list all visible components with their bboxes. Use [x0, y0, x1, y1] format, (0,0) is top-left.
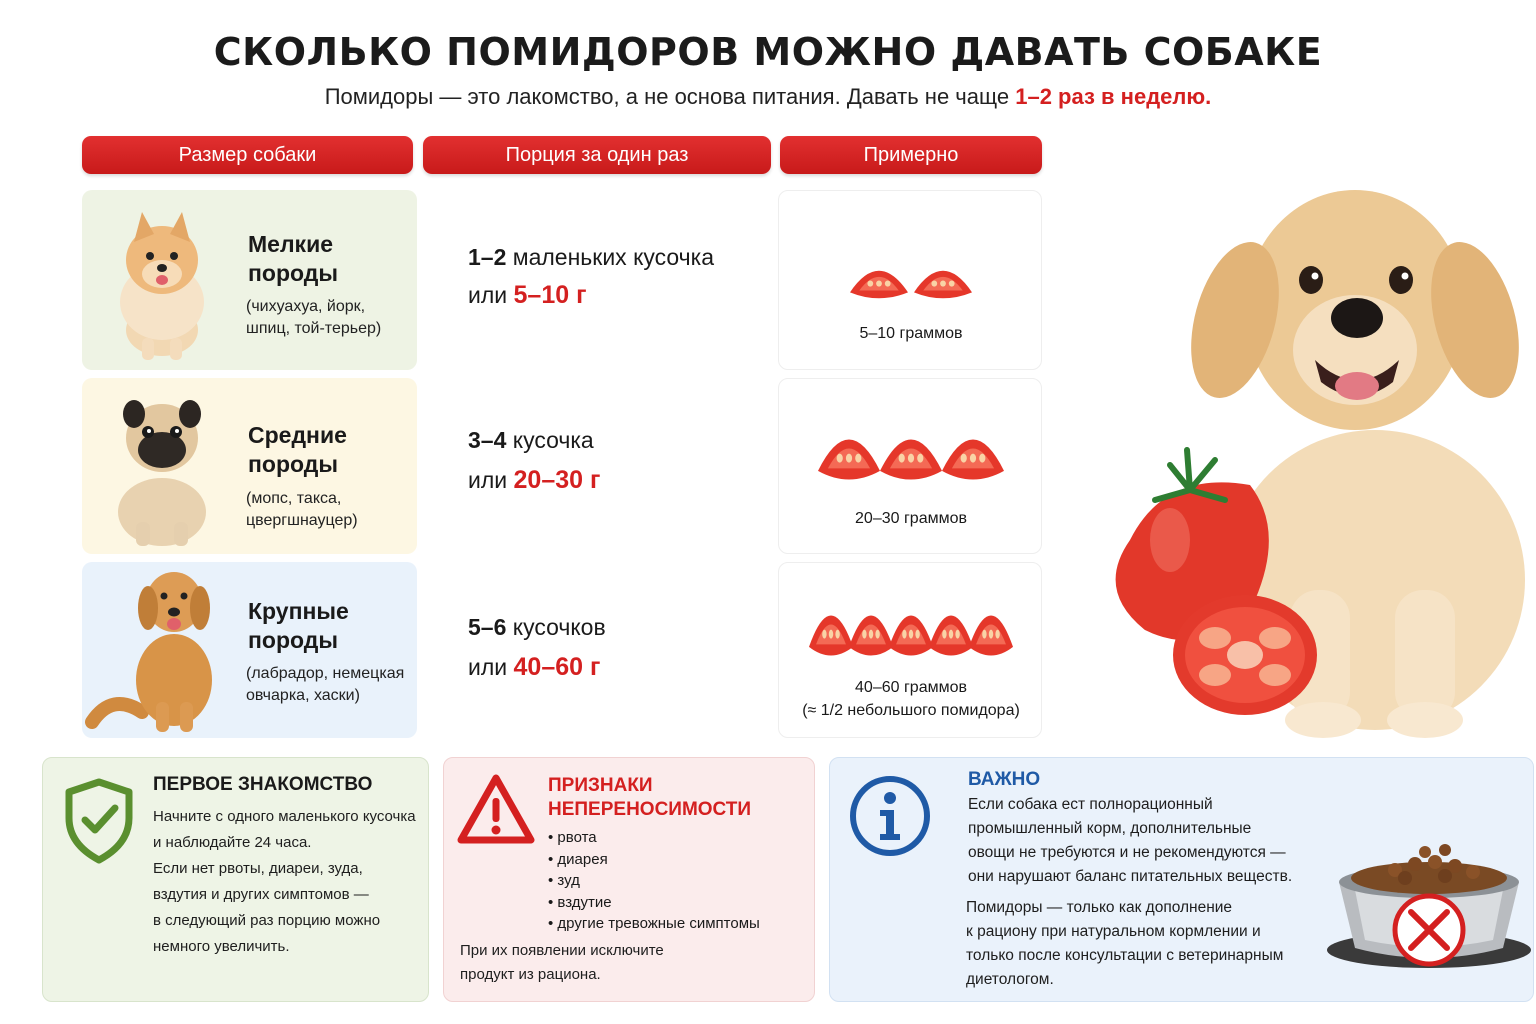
tomato-slices-small: [779, 245, 1043, 315]
approx-grams-medium: 20–30 граммов: [855, 510, 967, 527]
tomato-wedge: [914, 271, 972, 299]
approx-grams-small: 5–10 граммов: [859, 325, 963, 342]
portion-grams-large: или 40–60 г: [468, 653, 601, 681]
row-small-approx: [778, 190, 1042, 370]
row-medium-size: [82, 378, 417, 554]
tomato-wedge: [942, 440, 1004, 480]
row-small-portion: [420, 190, 772, 370]
pug-image: [92, 386, 232, 550]
list-item: • диарея: [548, 849, 760, 871]
list-item: • вздутие: [548, 892, 760, 914]
important-box: [829, 757, 1534, 1002]
size-title-large: Крупные породы: [248, 598, 349, 653]
pomeranian-image: [92, 198, 232, 364]
size-examples-medium: (мопс, такса, цвергшнауцер): [246, 490, 358, 529]
intolerance-signs-list: [548, 827, 760, 935]
tomato-wedge: [969, 616, 1013, 656]
first-acquaintance-text: Начните с одного маленького кусочка и наблюдайте 24 часа. Если нет рвоты, диареи, зуда, вздутия и других симптомов — в следующий раз порцию можно немного увеличить.: [153, 808, 416, 955]
portion-grams-small: или 5–10 г: [468, 281, 587, 309]
first-acquaintance-title: ПЕРВОЕ ЗНАКОМСТВО: [153, 774, 373, 795]
tomato-slices-large: [779, 591, 1043, 667]
approx-grams-large: 40–60 граммов (≈ 1/2 небольшого помидора): [802, 679, 1020, 719]
intolerance-signs-title: ПРИЗНАКИ НЕПЕРЕНОСИМОСТИ: [548, 775, 752, 820]
row-large-size: [82, 562, 417, 738]
food-bowl-crossed-icon: [1325, 840, 1533, 970]
tomato-slices-medium: [779, 411, 1043, 495]
important-text-1: Если собака ест полнорационный промышленный корм, дополнительные овощи не требуются и не рекомендуются — они нарушают баланс питательных веществ.: [968, 796, 1293, 885]
important-title: ВАЖНО: [968, 769, 1041, 790]
tomato-wedge: [850, 271, 908, 299]
portion-grams-medium: или 20–30 г: [468, 466, 601, 494]
list-item: • зуд: [548, 870, 760, 892]
subtitle-text: Помидоры — это лакомство, а не основа питания. Давать не чаще: [324, 84, 1010, 109]
column-header-size: Размер собаки: [82, 136, 413, 174]
tomato-wedge: [809, 616, 853, 656]
first-acquaintance-box: [42, 757, 429, 1002]
row-large-portion: [420, 562, 772, 738]
shield-check-icon: [63, 778, 135, 864]
page-title: СКОЛЬКО ПОМИДОРОВ МОЖНО ДАВАТЬ СОБАКЕ: [213, 30, 1323, 74]
size-examples-large: (лабрадор, немецкая овчарка, хаски): [246, 665, 405, 704]
portion-count-small: 1–2 маленьких кусочка: [468, 244, 715, 270]
size-title-medium: Средние породы: [248, 422, 347, 477]
info-circle-icon: [848, 774, 932, 858]
row-large-approx: [778, 562, 1042, 738]
tomato-wedge: [849, 616, 893, 656]
row-medium-portion: [420, 378, 772, 554]
size-examples-small: (чихуахуа, йорк, шпиц, той-терьер): [246, 298, 382, 337]
column-header-approx: Примерно: [780, 136, 1042, 174]
intolerance-signs-footer: При их появлении исключите продукт из рациона.: [460, 942, 664, 983]
tomato-wedge: [929, 616, 973, 656]
list-item: • другие тревожные симптомы: [548, 913, 760, 935]
puppy-tomato-illustration: [1075, 160, 1535, 750]
portion-count-large: 5–6 кусочков: [468, 614, 606, 640]
tomato-wedge: [880, 440, 942, 480]
important-text-2: Помидоры — только как дополнение к рациону при натуральном кормлении и только после консультации с ветеринарным диетологом.: [966, 899, 1284, 988]
column-header-portion: Порция за один раз: [423, 136, 771, 174]
row-small-size: [82, 190, 417, 370]
row-medium-approx: [778, 378, 1042, 554]
golden-retriever-image: [82, 562, 232, 734]
portion-count-medium: 3–4 кусочка: [468, 427, 594, 453]
tomato-wedge: [889, 616, 933, 656]
page-subtitle: [0, 84, 1536, 110]
size-title-small: Мелкие породы: [248, 231, 338, 286]
intolerance-signs-box: [443, 757, 815, 1002]
list-item: • рвота: [548, 827, 760, 849]
warning-triangle-icon: [456, 772, 536, 846]
subtitle-highlight: 1–2 раз в неделю.: [1015, 84, 1212, 109]
tomato-wedge: [818, 440, 880, 480]
